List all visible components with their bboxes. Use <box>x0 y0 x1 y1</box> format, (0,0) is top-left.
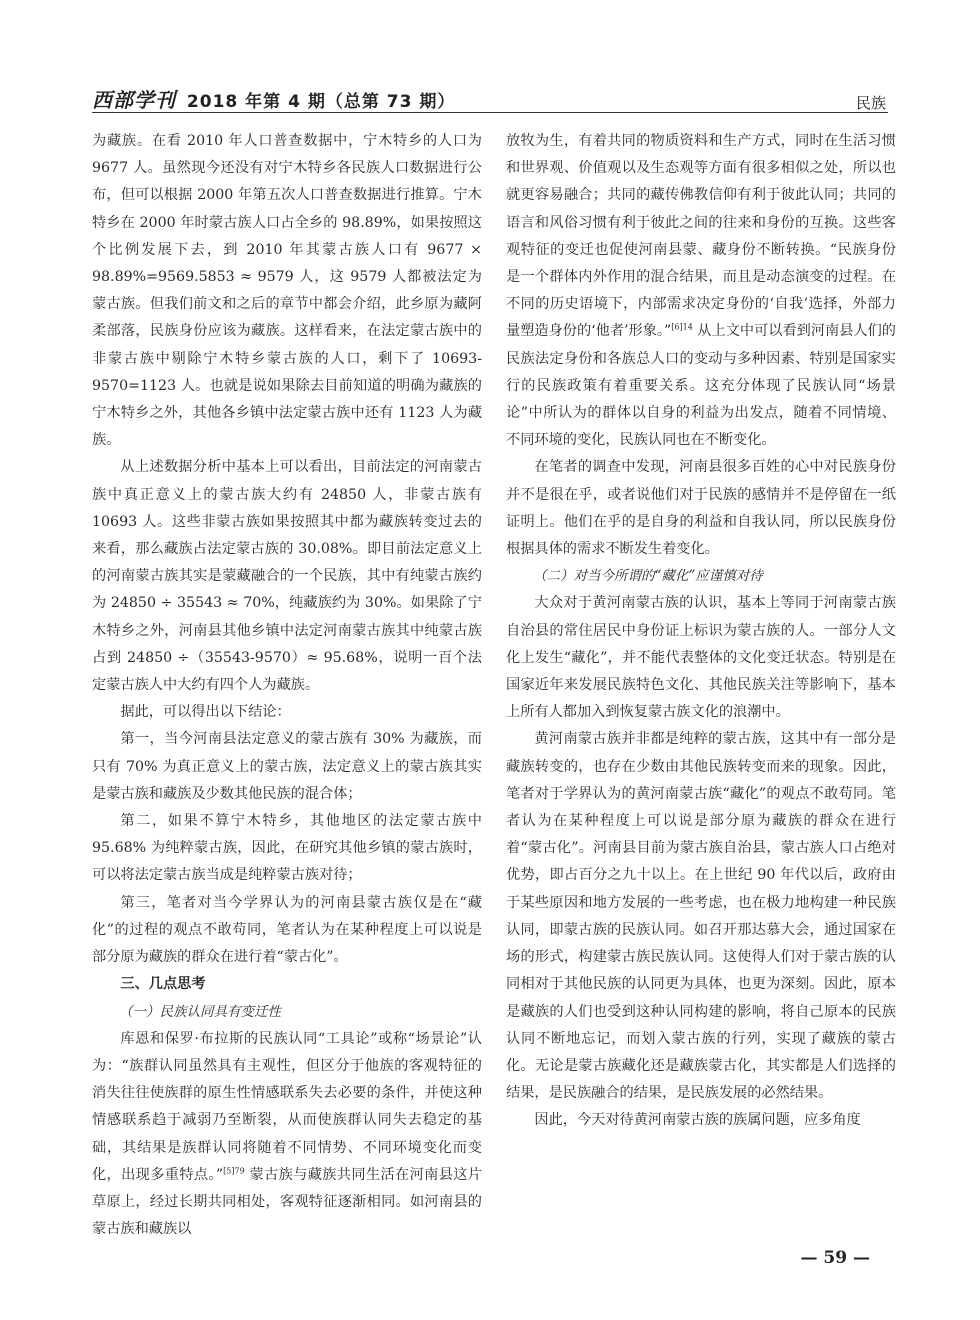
subsection-heading <box>92 999 482 1026</box>
section-label: 民族 <box>855 94 886 112</box>
citation-reference: [6]14 <box>671 322 693 332</box>
body-paragraph <box>92 128 482 454</box>
body-paragraph <box>506 726 896 1107</box>
right-column <box>506 128 896 1240</box>
body-paragraph <box>506 128 896 454</box>
paragraph-text: 大众对于黄河南蒙古族的认识，基本上等同于河南蒙古族自治县的常住居民中身份证上标识为蒙古族的人。一部分人文化上发生“藏化”，并不能代表整体的文化变迁状态。特别是在国家近年来发展民族特色文化、其他民族关注等影响下，基本上所有人都加入到恢复蒙古族文化的浪潮中。 <box>506 595 896 721</box>
body-paragraph <box>92 890 482 972</box>
body-paragraph <box>506 1107 896 1134</box>
body-paragraph <box>92 1026 482 1240</box>
subsection-heading <box>506 563 896 590</box>
body-paragraph <box>92 454 482 699</box>
journal-logo: 西部学刊 <box>92 88 176 112</box>
paragraph-text-continued: 从上文中可以看到河南县人们的民族法定身份和各族总人口的变动与多种因素、特别是国家实行的民族政策有着重要关系。这充分体现了民族认同“场景论”中所认为的群体以自身的利益为出发点，随着不同情境、不同环境的变化，民族认同也在不断变化。 <box>506 323 896 449</box>
paragraph-text-continued: 蒙古族与藏族共同生活在河南县这片草原上，经过长期共同相处，客观特征逐渐相同。如河南县的蒙古族和藏族以 <box>92 1166 482 1238</box>
section-heading <box>92 971 482 998</box>
page-header <box>92 82 888 112</box>
paragraph-text: 第三，笔者对当今学界认为的河南县蒙古族仅是在“藏化”的过程的观点不敢苟同，笔者认为在某种程度上可以说是部分原为藏族的群众在进行着“蒙古化”。 <box>92 894 482 966</box>
paragraph-text: 黄河南蒙古族并非都是纯粹的蒙古族，这其中有一部分是藏族转变的，也存在少数由其他民族转变而来的现象。因此，笔者对于学界认为的黄河南蒙古族“藏化”的观点不敢苟同。笔者认为在某种程度上可以说是部分原为藏族的群众在进行着“蒙古化”。河南县目前为蒙古族自治县，蒙古族人口占绝对优势，即占百分之九十以上。在上世纪 90 年代以后，政府由于某些原因和地方发展的一些考虑，也在极力地构建一种民族认同，即蒙古族的民族认同。如召开那达慕大会，通过国家在场的形式，构建蒙古族民族认同。这使得人们对于蒙古族的认同相对于其他民族的认同更为具体，也更为深刻。因此，原本是藏族的人们也受到这种认同构建的影响，将自己原本的民族认同不断地忘记，而划入蒙古族的行列，实现了藏族的蒙古化。无论是蒙古族藏化还是藏族蒙古化，其实都是人们选择的结果，是民族融合的结果，是民族发展的必然结果。 <box>506 731 896 1102</box>
body-paragraph <box>92 726 482 808</box>
paragraph-text: （二）对当今所谓的“藏化”应谨慎对待 <box>533 568 763 585</box>
paragraph-text: 三、几点思考 <box>120 976 206 993</box>
paragraph-text: 第一，当今河南县法定意义的蒙古族有 30% 为藏族，而只有 70% 为真正意义上的蒙古族，法定意义上的蒙古族其实是蒙古族和藏族及少数其他民族的混合体； <box>92 731 482 802</box>
paragraph-text: 从上述数据分析中基本上可以看出，目前法定的河南蒙古族中真正意义上的蒙古族大约有 24850 人，非蒙古族有 10693 人。这些非蒙古族如果按照其中都为藏族转变过去的来看，那么藏族占法定蒙古族的 30.08%。即目前法定意义上的河南蒙古族其实是蒙藏融合的一个民族，其中有纯蒙古族约为 24850 ÷ 35543 ≈ 70%，纯藏族约为 30%。如果除了宁木特乡之外，河南县其他乡镇中法定河南蒙古族其中纯蒙古族占到 24850 ÷（35543-9570）≈ 95.68%，说明一百个法定蒙古族人中大约有四个人为藏族。 <box>92 459 482 694</box>
paragraph-text: 放牧为生，有着共同的物质资料和生产方式，同时在生活习惯和世界观、价值观以及生态观等方面有很多相似之处，所以也就更容易融合；共同的藏传佛教信仰有利于彼此认同；共同的语言和风俗习惯有利于彼此之间的往来和身份的互换。这些客观特征的变迁也促使河南县蒙、藏身份不断转换。“民族身份是一个群体内外作用的混合结果，而且是动态演变的过程。在不同的历史语境下，内部需求决定身份的‘自我’选择，外部力量塑造身份的‘他者’形象。” <box>506 133 896 340</box>
body-paragraph <box>506 454 896 563</box>
left-column <box>92 128 482 1240</box>
body-paragraph <box>92 808 482 890</box>
paragraph-text: 因此，今天对待黄河南蒙古族的族属问题，应多角度 <box>534 1112 861 1129</box>
paragraph-text: 在笔者的调查中发现，河南县很多百姓的心中对民族身份并不是很在乎，或者说他们对于民族的感情并不是停留在一纸证明上。他们在乎的是自身的利益和自我认同，所以民族身份根据具体的需求不断发生着变化。 <box>506 459 896 558</box>
paragraph-text: 为藏族。在看 2010 年人口普查数据中，宁木特乡的人口为 9677 人。虽然现今还没有对宁木特乡各民族人口数据进行公布，但可以根据 2000 年第五次人口普查数据进行推算。宁木特乡在 2000 年时蒙古族人口占全乡的 98.89%，如果按照这个比例发展下去，到 2010 年其蒙古族人口有 9677 × 98.89%=9569.5853 ≈ 9579 人，这 9579 人都被法定为蒙古族。但我们前文和之后的章节中都会介绍，此乡原为藏阿柔部落，民族身份应该为藏族。这样看来，在法定蒙古族中的非蒙古族中剔除宁木特乡蒙古族的人口，剩下了 10693-9570=1123 人。也就是说如果除去目前知道的明确为藏族的宁木特乡之外，其他各乡镇中法定蒙古族中还有 1123 人为藏族。 <box>92 133 482 449</box>
citation-reference: [5]79 <box>223 1165 245 1175</box>
page-number: — 59 — <box>800 1248 870 1268</box>
paragraph-text: 据此，可以得出以下结论： <box>120 704 291 721</box>
body-paragraph <box>92 699 482 726</box>
body-paragraph <box>506 590 896 726</box>
paragraph-text: 第二，如果不算宁木特乡，其他地区的法定蒙古族中 95.68% 为纯粹蒙古族，因此，在研究其他乡镇的蒙古族时，可以将法定蒙古族当成是纯粹蒙古族对待； <box>92 813 482 884</box>
journal-issue: 2018 年第 4 期（总第 73 期） <box>186 92 456 112</box>
journal-title <box>92 84 455 113</box>
header-rule <box>92 112 888 113</box>
paragraph-text: 库恩和保罗·布拉斯的民族认同“工具论”或称“场景论”认为：“族群认同虽然具有主观性，但区分于他族的客观特征的消失往往使族群的原生性情感联系失去必要的条件，并使这种情感联系趋于减弱乃至断裂，从而使族群认同失去稳定的基础，其结果是族群认同将随着不同情势、不同环境变化而变化，出现多重特点。” <box>92 1030 482 1183</box>
paragraph-text: （一）民族认同具有变迁性 <box>119 1003 281 1020</box>
